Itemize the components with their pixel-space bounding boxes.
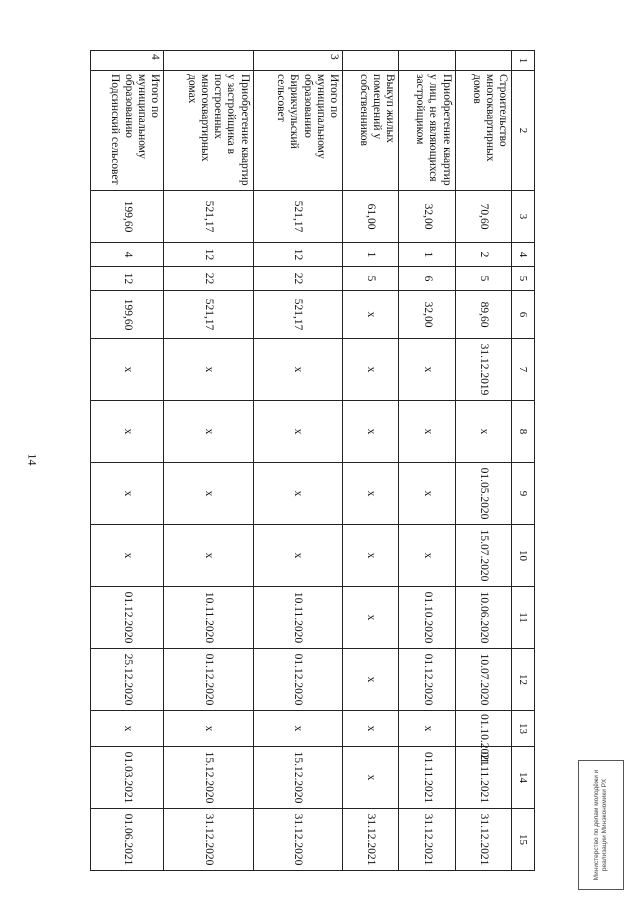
value-cell: x xyxy=(399,525,455,587)
row-name-cell: Итого по муниципальному образованию Подсинский сельсовет xyxy=(91,71,164,191)
value-cell: 15.07.2020 xyxy=(455,525,511,587)
value-cell: x xyxy=(91,711,164,747)
row-name-cell: Приобретение квартир у лиц, не являющихся застройщиком xyxy=(399,71,455,191)
value-cell: x xyxy=(399,339,455,401)
value-cell: 31.12.2020 xyxy=(253,809,343,871)
program-table xyxy=(90,50,535,871)
value-cell: 10.07.2020 xyxy=(455,649,511,711)
header-cell: 11 xyxy=(512,587,535,649)
value-cell: x xyxy=(399,463,455,525)
value-cell: 1 xyxy=(399,243,455,267)
header-cell: 5 xyxy=(512,267,535,291)
value-cell: 01.10.2020 xyxy=(399,587,455,649)
value-cell: x xyxy=(91,525,164,587)
value-cell: 521,17 xyxy=(253,291,343,339)
value-cell: 199,60 xyxy=(91,291,164,339)
header-cell: 4 xyxy=(512,243,535,267)
value-cell: 31.12.2020 xyxy=(163,809,253,871)
table-row xyxy=(343,51,399,871)
value-cell: 4 xyxy=(91,243,164,267)
value-cell: 31.12.2021 xyxy=(455,809,511,871)
header-cell: 9 xyxy=(512,463,535,525)
value-cell: x xyxy=(253,463,343,525)
value-cell: 15.12.2020 xyxy=(163,747,253,809)
document-stamp xyxy=(578,760,624,890)
value-cell: 31.12.2021 xyxy=(399,809,455,871)
value-cell: x xyxy=(399,711,455,747)
value-cell: 25.12.2020 xyxy=(91,649,164,711)
value-cell: x xyxy=(343,463,399,525)
header-cell: 6 xyxy=(512,291,535,339)
value-cell: x xyxy=(163,711,253,747)
value-cell: 521,17 xyxy=(253,191,343,243)
table-row xyxy=(163,51,253,871)
header-cell: 1 xyxy=(512,51,535,71)
value-cell: 01.11.2021 xyxy=(399,747,455,809)
rotated-table-container xyxy=(90,50,535,866)
table-row xyxy=(399,51,455,871)
value-cell: x xyxy=(163,339,253,401)
value-cell: x xyxy=(91,463,164,525)
value-cell: x xyxy=(253,339,343,401)
value-cell: x xyxy=(91,339,164,401)
value-cell: 01.12.2020 xyxy=(163,649,253,711)
table-row xyxy=(91,51,164,871)
value-cell: 32,00 xyxy=(399,291,455,339)
value-cell: 2 xyxy=(455,243,511,267)
row-index-cell xyxy=(455,51,511,71)
header-cell: 8 xyxy=(512,401,535,463)
value-cell: x xyxy=(343,711,399,747)
value-cell: 89,60 xyxy=(455,291,511,339)
value-cell: 22 xyxy=(253,267,343,291)
value-cell: x xyxy=(343,649,399,711)
value-cell: 01.12.2020 xyxy=(253,649,343,711)
value-cell: 10.11.2020 xyxy=(253,587,343,649)
value-cell: 12 xyxy=(253,243,343,267)
value-cell: 199,60 xyxy=(91,191,164,243)
value-cell: x xyxy=(163,401,253,463)
header-cell: 10 xyxy=(512,525,535,587)
value-cell: x xyxy=(343,747,399,809)
row-name-cell: Приобретение квартир у застройщика в построенных многоквартирных домах xyxy=(163,71,253,191)
row-index-cell xyxy=(343,51,399,71)
value-cell: x xyxy=(343,401,399,463)
value-cell: 5 xyxy=(455,267,511,291)
stamp-text: Министерство по делам молодёжи и реализации Минэкономики РХ xyxy=(593,769,608,881)
value-cell: x xyxy=(399,401,455,463)
row-name-cell: Выкуп жилых помещений у собственников xyxy=(343,71,399,191)
value-cell: 31.12.2019 xyxy=(455,339,511,401)
value-cell: 01.11.2021 xyxy=(455,747,511,809)
value-cell: x xyxy=(163,525,253,587)
value-cell: 1 xyxy=(343,243,399,267)
value-cell: 61,00 xyxy=(343,191,399,243)
header-cell: 12 xyxy=(512,649,535,711)
value-cell: x xyxy=(253,711,343,747)
value-cell: 70,60 xyxy=(455,191,511,243)
header-cell: 14 xyxy=(512,747,535,809)
value-cell: 12 xyxy=(91,267,164,291)
value-cell: x xyxy=(91,401,164,463)
value-cell: 01.10.2021 xyxy=(455,711,511,747)
value-cell: x xyxy=(253,525,343,587)
header-cell: 13 xyxy=(512,711,535,747)
value-cell: 521,17 xyxy=(163,291,253,339)
table-row xyxy=(253,51,343,871)
value-cell: x xyxy=(455,401,511,463)
header-cell: 7 xyxy=(512,339,535,401)
header-cell: 3 xyxy=(512,191,535,243)
value-cell: 10.06.2020 xyxy=(455,587,511,649)
value-cell: 32,00 xyxy=(399,191,455,243)
value-cell: 6 xyxy=(399,267,455,291)
value-cell: 22 xyxy=(163,267,253,291)
header-cell: 15 xyxy=(512,809,535,871)
table-row xyxy=(455,51,511,871)
row-name-cell: Строительство многоквартирных домов xyxy=(455,71,511,191)
value-cell: 01.05.2020 xyxy=(455,463,511,525)
row-index-cell xyxy=(399,51,455,71)
value-cell: x xyxy=(343,291,399,339)
value-cell: 15.12.2020 xyxy=(253,747,343,809)
value-cell: 31.12.2021 xyxy=(343,809,399,871)
header-row xyxy=(512,51,535,871)
row-name-cell: Итого по муниципальному образованию Бирикчульский сельсовет xyxy=(253,71,343,191)
value-cell: 5 xyxy=(343,267,399,291)
value-cell: 10.11.2020 xyxy=(163,587,253,649)
value-cell: 01.12.2020 xyxy=(91,587,164,649)
value-cell: 12 xyxy=(163,243,253,267)
value-cell: x xyxy=(343,525,399,587)
row-index-cell: 3 xyxy=(253,51,343,71)
page-number: 14 xyxy=(25,453,40,466)
value-cell: x xyxy=(253,401,343,463)
row-index-cell xyxy=(163,51,253,71)
value-cell: 01.06.2021 xyxy=(91,809,164,871)
value-cell: x xyxy=(163,463,253,525)
value-cell: x xyxy=(343,339,399,401)
value-cell: 521,17 xyxy=(163,191,253,243)
value-cell: x xyxy=(343,587,399,649)
value-cell: 01.03.2021 xyxy=(91,747,164,809)
row-index-cell: 4 xyxy=(91,51,164,71)
header-cell: 2 xyxy=(512,71,535,191)
value-cell: 01.12.2020 xyxy=(399,649,455,711)
